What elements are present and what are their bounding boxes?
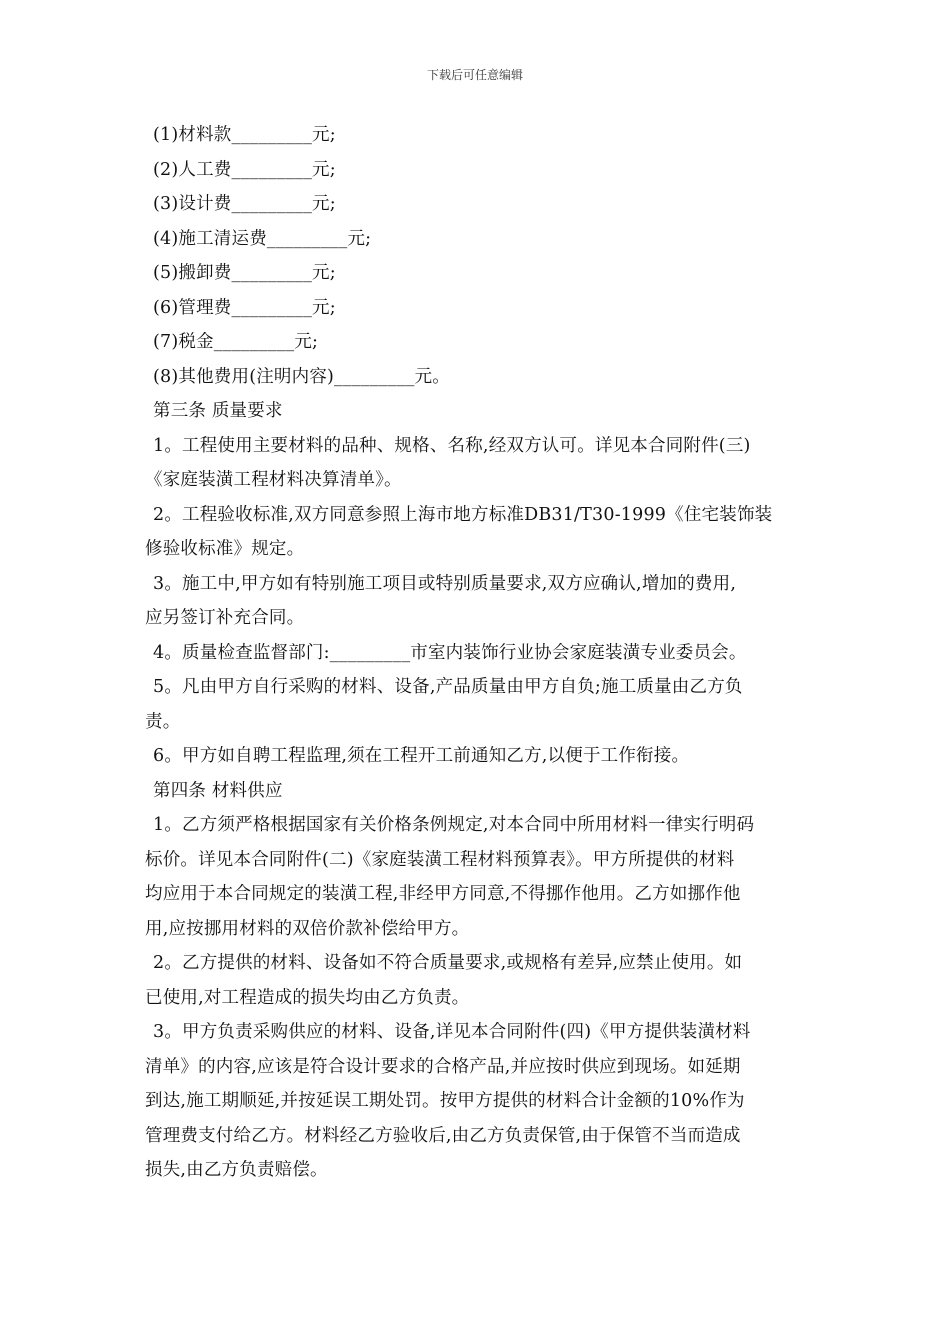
fee-item-5: (5)搬卸费_________元; xyxy=(153,263,336,283)
section-4-line: 1。乙方须严格根据国家有关价格条例规定,对本合同中所用材料一律实行明码 xyxy=(153,815,755,835)
fee-item-2: (2)人工费_________元; xyxy=(153,159,336,180)
section-3-title: 第三条 质量要求 xyxy=(153,401,283,421)
section-4-line: 已使用,对工程造成的损失均由乙方负责。 xyxy=(145,987,470,1008)
section-3-line: 修验收标准》规定。 xyxy=(145,539,305,559)
fee-item-8: (8)其他费用(注明内容)_________元。 xyxy=(153,366,450,387)
section-3-line: 4。质量检查监督部门:_________市室内装饰行业协会家庭装潢专业委员会。 xyxy=(153,642,747,663)
section-4-title: 第四条 材料供应 xyxy=(153,780,283,801)
fee-item-3: (3)设计费_________元; xyxy=(153,194,336,214)
fee-item-1: (1)材料款_________元; xyxy=(153,125,336,145)
section-3-line: 应另签订补充合同。 xyxy=(145,608,305,628)
section-4-line: 2。乙方提供的材料、设备如不符合质量要求,或规格有差异,应禁止使用。如 xyxy=(153,953,743,973)
section-4-line: 用,应按挪用材料的双倍价款补偿给甲方。 xyxy=(145,918,470,939)
section-3-line: 2。工程验收标准,双方同意参照上海市地方标准DB31/T30-1999《住宅装饰装 xyxy=(153,504,773,525)
page-header-note: 下载后可任意编辑 xyxy=(426,68,523,82)
section-4-line: 损失,由乙方负责赔偿。 xyxy=(145,1160,328,1180)
section-4-line: 均应用于本合同规定的装潢工程,非经甲方同意,不得挪作他用。乙方如挪作他 xyxy=(145,884,741,904)
fee-item-7: (7)税金_________元; xyxy=(153,332,319,352)
section-4-line: 3。甲方负责采购供应的材料、设备,详见本合同附件(四)《甲方提供装潢材料 xyxy=(153,1022,751,1042)
section-4-line: 到达,施工期顺延,并按延误工期处罚。按甲方提供的材料合计金额的10%作为 xyxy=(145,1091,745,1111)
section-3-line: 《家庭装潢工程材料决算清单》。 xyxy=(145,470,402,490)
section-3-line: 5。凡由甲方自行采购的材料、设备,产品质量由甲方自负;施工质量由乙方负 xyxy=(153,677,743,697)
section-3-line: 6。甲方如自聘工程监理,须在工程开工前通知乙方,以便于工作衔接。 xyxy=(153,746,690,766)
section-4-line: 管理费支付给乙方。材料经乙方验收后,由乙方负责保管,由于保管不当而造成 xyxy=(145,1125,741,1146)
section-3-line: 责。 xyxy=(145,711,181,732)
section-4-line: 清单》的内容,应该是符合设计要求的合格产品,并应按时供应到现场。如延期 xyxy=(145,1056,741,1077)
fee-item-6: (6)管理费_________元; xyxy=(153,297,336,318)
document-body xyxy=(145,118,810,1188)
section-4-line: 标价。详见本合同附件(二)《家庭装潢工程材料预算表》。甲方所提供的材料 xyxy=(145,849,735,870)
section-3-line: 1。工程使用主要材料的品种、规格、名称,经双方认可。详见本合同附件(三) xyxy=(153,435,751,456)
section-3-line: 3。施工中,甲方如有特别施工项目或特别质量要求,双方应确认,增加的费用, xyxy=(153,573,737,594)
fee-item-4: (4)施工清运费_________元; xyxy=(153,228,372,249)
